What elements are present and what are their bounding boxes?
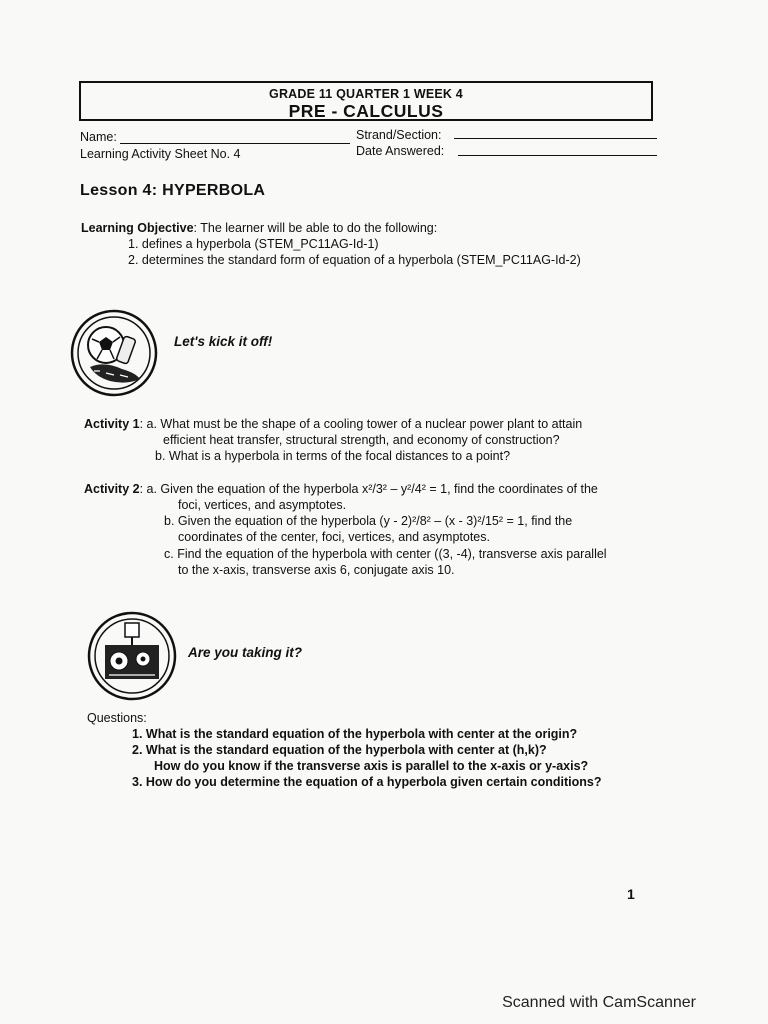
- gears-machine-icon: [87, 611, 177, 701]
- activity1-text: : a. What must be the shape of a cooling tower of a nuclear power plant to attain: [139, 417, 583, 431]
- question-item: 1. What is the standard equation of the hyperbola with center at the origin?: [132, 727, 578, 741]
- activity2-line: c. Find the equation of the hyperbola with center ((3, -4), transverse axis parallel: [164, 547, 607, 561]
- activity2-line: foci, vertices, and asymptotes.: [178, 498, 347, 512]
- question-item: 2. What is the standard equation of the hyperbola with center at (h,k)?: [132, 743, 547, 757]
- activity2-line: coordinates of the center, foci, vertices, and asymptotes.: [178, 530, 490, 544]
- activity1-line: b. What is a hyperbola in terms of the focal distances to a point?: [155, 449, 511, 463]
- page-number: 1: [627, 886, 635, 902]
- subject-title: PRE - CALCULUS: [288, 101, 444, 121]
- name-line: [120, 143, 350, 144]
- activity-sheet-label: Learning Activity Sheet No. 4: [80, 147, 241, 161]
- header-box: [79, 81, 653, 121]
- activity2-line: [84, 481, 598, 497]
- soccer-ball-icon: [70, 309, 158, 397]
- objective-line: [81, 220, 437, 236]
- activity2-text: : a. Given the equation of the hyperbola x²/3² – y²/4² = 1, find the coordinates of the: [139, 482, 598, 496]
- activity2-line: to the x-axis, transverse axis 6, conjugate axis 10.: [178, 563, 455, 577]
- activity1-line: [84, 416, 582, 432]
- activity2-line: b. Given the equation of the hyperbola (y - 2)²/8² – (x - 3)²/15² = 1, find the: [164, 514, 573, 528]
- section1-heading: Let's kick it off!: [174, 334, 273, 349]
- strand-line: [454, 138, 657, 139]
- section2-heading: Are you taking it?: [188, 645, 303, 660]
- grade-line: GRADE 11 QUARTER 1 WEEK 4: [269, 87, 463, 101]
- lesson-title: Lesson 4: HYPERBOLA: [80, 182, 266, 199]
- objective-intro: : The learner will be able to do the following:: [193, 221, 438, 235]
- objective-item: 2. determines the standard form of equation of a hyperbola (STEM_PC11AG-Id-2): [128, 253, 581, 267]
- objective-item: 1. defines a hyperbola (STEM_PC11AG-Id-1): [128, 237, 379, 251]
- date-line: [458, 155, 657, 156]
- strand-label: Strand/Section:: [356, 128, 442, 142]
- questions-label: Questions:: [87, 711, 147, 725]
- objective-label: Learning Objective: [81, 221, 194, 235]
- scanner-watermark: Scanned with CamScanner: [502, 994, 696, 1011]
- date-label: Date Answered:: [356, 144, 445, 158]
- question-item: How do you know if the transverse axis is parallel to the x-axis or y-axis?: [154, 759, 589, 773]
- activity2-label: Activity 2: [84, 482, 140, 496]
- activity1-label: Activity 1: [84, 417, 140, 431]
- activity1-line: efficient heat transfer, structural strength, and economy of construction?: [163, 433, 560, 447]
- question-item: 3. How do you determine the equation of a hyperbola given certain conditions?: [132, 775, 602, 789]
- name-label: Name:: [80, 130, 117, 144]
